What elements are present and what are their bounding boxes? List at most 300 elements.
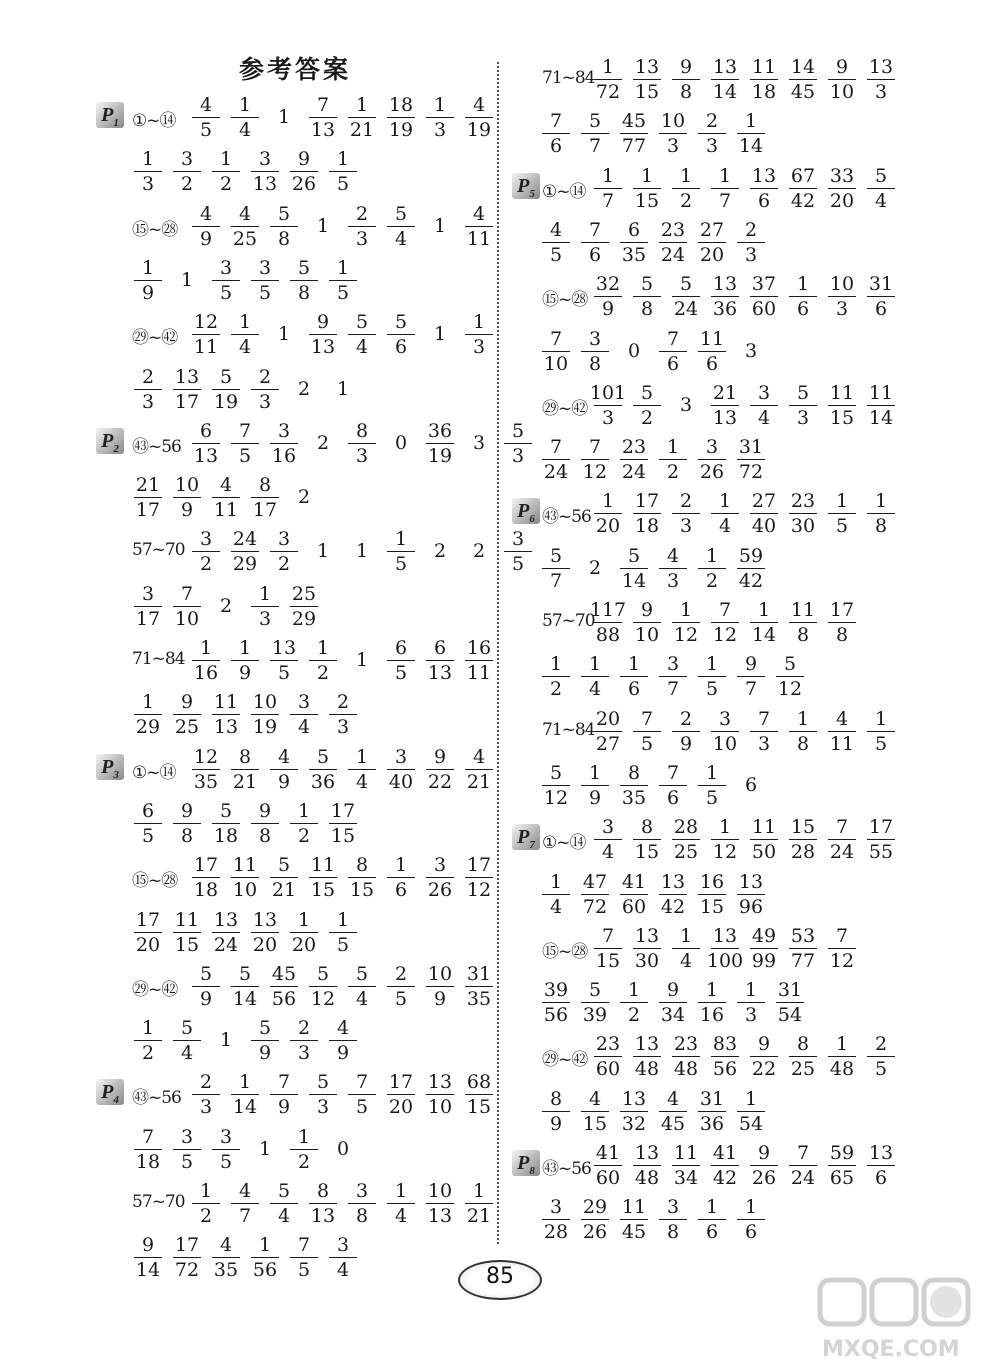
- page-number: 85: [486, 1264, 514, 1289]
- denominator: 10: [712, 732, 738, 755]
- numerator: 1: [718, 164, 732, 187]
- fraction-bar: [750, 79, 778, 80]
- fraction-bar: [737, 242, 765, 243]
- numerator: 1: [835, 490, 849, 513]
- numerator: 7: [796, 1142, 810, 1164]
- numerator: 7: [601, 924, 615, 947]
- answer-value: [625, 925, 669, 972]
- fraction-bar: [620, 133, 648, 134]
- numerator: 1: [316, 637, 330, 659]
- fraction: [690, 436, 734, 483]
- denominator: 26: [427, 879, 453, 902]
- numerator: 7: [666, 327, 680, 350]
- fraction: [573, 762, 617, 809]
- question-range: 71~84: [132, 649, 185, 669]
- numerator: 1: [718, 490, 732, 513]
- numerator: 11: [673, 1142, 699, 1164]
- fraction: [534, 653, 578, 700]
- numerator: 1: [355, 745, 369, 768]
- denominator: 3: [355, 227, 369, 250]
- fraction: [534, 1088, 578, 1135]
- denominator: 3: [796, 406, 810, 429]
- section-label-p7: [512, 824, 540, 850]
- numerator: 5: [277, 854, 291, 877]
- whole-number: 3: [679, 393, 693, 416]
- numerator: 59: [829, 1142, 855, 1164]
- fraction: [768, 653, 812, 700]
- denominator: 5: [199, 119, 213, 141]
- denominator: 14: [135, 1259, 161, 1282]
- fraction-bar: [594, 1165, 622, 1166]
- answer-value: [664, 925, 708, 972]
- fraction: [534, 110, 578, 157]
- denominator: 28: [543, 1221, 569, 1244]
- denominator: 3: [744, 1004, 758, 1027]
- fraction-bar: [789, 513, 817, 514]
- denominator: 12: [712, 624, 738, 646]
- denominator: 15: [634, 81, 660, 103]
- answer-value: [820, 816, 864, 863]
- answer-value: [612, 219, 656, 266]
- denominator: 3: [433, 119, 447, 141]
- numerator: 2: [874, 1033, 888, 1056]
- numerator: 13: [868, 1142, 894, 1164]
- whole-number: 2: [433, 540, 447, 563]
- fraction-bar: [698, 133, 726, 134]
- answer-value: [534, 979, 578, 1026]
- numerator: 5: [796, 381, 810, 404]
- fraction: [859, 708, 903, 755]
- denominator: 7: [718, 189, 732, 212]
- numerator: 23: [595, 1033, 621, 1056]
- numerator: 7: [835, 816, 849, 839]
- fraction-bar: [659, 785, 687, 786]
- answer-value: [534, 545, 578, 592]
- numerator: 3: [355, 1180, 369, 1202]
- answer-value: [625, 165, 669, 212]
- numerator: 9: [666, 979, 680, 1002]
- fraction-bar: [659, 1219, 687, 1220]
- fraction: [703, 925, 747, 972]
- numerator: 5: [316, 962, 330, 985]
- section-letter: P: [101, 755, 114, 778]
- answer-value: [729, 219, 773, 266]
- fraction: [742, 273, 786, 320]
- denominator: 60: [621, 895, 647, 918]
- denominator: 45: [660, 1112, 686, 1135]
- fraction-bar: [542, 351, 570, 352]
- denominator: 8: [258, 824, 272, 847]
- fraction-bar: [620, 459, 648, 460]
- denominator: 2: [627, 1004, 641, 1027]
- numerator: 5: [549, 544, 563, 567]
- fraction-bar: [776, 676, 804, 677]
- denominator: 8: [874, 515, 888, 538]
- numerator: 45: [621, 110, 647, 133]
- fraction-bar: [659, 459, 687, 460]
- answer-value: [534, 110, 578, 157]
- numerator: 5: [511, 419, 525, 442]
- denominator: 25: [174, 716, 200, 739]
- numerator: 2: [705, 110, 719, 133]
- answer-value: [703, 165, 747, 212]
- fraction-bar: [711, 731, 739, 732]
- answer-value: [820, 382, 864, 429]
- denominator: 3: [744, 243, 758, 266]
- numerator: 1: [141, 256, 155, 279]
- whole-number: 1: [219, 1029, 233, 1052]
- fraction: [651, 1088, 695, 1135]
- fraction: [534, 219, 578, 266]
- denominator: 20: [135, 933, 161, 956]
- fraction: [534, 762, 578, 809]
- numerator: 7: [640, 707, 654, 730]
- numerator: 3: [277, 528, 291, 551]
- denominator: 15: [595, 949, 621, 972]
- fraction-bar: [737, 1002, 765, 1003]
- fraction: [820, 1142, 864, 1189]
- fraction: [625, 925, 669, 972]
- fraction-bar: [672, 839, 700, 840]
- denominator: 28: [790, 841, 816, 864]
- answer-value: [729, 653, 773, 700]
- numerator: 68: [466, 1071, 492, 1094]
- denominator: 14: [738, 135, 764, 158]
- fraction-bar: [698, 351, 726, 352]
- fraction: [612, 762, 656, 809]
- denominator: 5: [394, 662, 408, 684]
- fraction: [742, 490, 786, 537]
- numerator: 29: [582, 1196, 608, 1219]
- fraction: [781, 1142, 825, 1189]
- fraction-bar: [750, 188, 778, 189]
- numerator: 9: [757, 1033, 771, 1056]
- fraction-bar: [542, 459, 570, 460]
- denominator: 3: [874, 81, 888, 103]
- denominator: 12: [673, 624, 699, 646]
- answer-value: [742, 599, 786, 646]
- numerator: 23: [790, 490, 816, 513]
- answer-value: [703, 56, 747, 103]
- answer-value: [586, 56, 630, 103]
- fraction: [651, 219, 695, 266]
- answer-value: [781, 599, 825, 646]
- numerator: 2: [336, 691, 350, 714]
- numerator: 8: [316, 1180, 330, 1202]
- fraction-bar: [737, 1111, 765, 1112]
- numerator: 18: [388, 94, 414, 116]
- fraction-bar: [750, 405, 778, 406]
- fraction: [859, 816, 903, 863]
- answer-row: [0, 1033, 1000, 1087]
- fraction-bar: [581, 894, 609, 895]
- answer-row: [0, 273, 1000, 327]
- denominator: 13: [427, 662, 453, 684]
- fraction: [742, 708, 786, 755]
- numerator: 21: [712, 381, 738, 404]
- denominator: 8: [355, 1205, 369, 1227]
- fraction-bar: [633, 296, 661, 297]
- numerator: 13: [174, 365, 200, 388]
- answer-row: [0, 1088, 1000, 1142]
- fraction-bar: [789, 839, 817, 840]
- denominator: 16: [193, 662, 219, 684]
- numerator: 3: [199, 528, 213, 551]
- numerator: 5: [277, 1180, 291, 1202]
- fraction: [781, 925, 825, 972]
- denominator: 15: [349, 879, 375, 902]
- denominator: 9: [336, 1042, 350, 1065]
- numerator: 1: [705, 653, 719, 676]
- numerator: 7: [588, 218, 602, 241]
- answer-row: [0, 653, 1000, 707]
- numerator: 5: [258, 1017, 272, 1040]
- fraction-bar: [828, 1056, 856, 1057]
- numerator: 5: [627, 544, 641, 567]
- numerator: 1: [601, 490, 615, 513]
- answer-value: [573, 328, 617, 375]
- numerator: 5: [355, 962, 369, 985]
- fraction-bar: [633, 1056, 661, 1057]
- fraction-bar: [633, 731, 661, 732]
- fraction: [703, 56, 747, 103]
- fraction-bar: [698, 242, 726, 243]
- numerator: 8: [796, 1033, 810, 1056]
- numerator: 1: [744, 1087, 758, 1110]
- denominator: 17: [174, 390, 200, 413]
- svg-text:MXQE.COM: MXQE.COM: [822, 1337, 960, 1362]
- numerator: 17: [466, 854, 492, 877]
- fraction: [612, 545, 656, 592]
- denominator: 48: [634, 1058, 660, 1081]
- whole-number: 2: [219, 594, 233, 617]
- denominator: 5: [549, 243, 563, 266]
- denominator: 14: [868, 406, 894, 429]
- numerator: 1: [238, 311, 252, 334]
- denominator: 7: [601, 189, 615, 212]
- denominator: 6: [394, 879, 408, 902]
- denominator: 24: [621, 461, 647, 484]
- denominator: 13: [310, 1205, 336, 1227]
- denominator: 19: [388, 119, 414, 141]
- answer-value: [612, 871, 656, 918]
- answer-value: [742, 925, 786, 972]
- denominator: 39: [582, 1004, 608, 1027]
- denominator: 9: [199, 987, 213, 1010]
- fraction-bar: [581, 676, 609, 677]
- fraction-bar: [698, 459, 726, 460]
- fraction: [612, 219, 656, 266]
- fraction: [781, 273, 825, 320]
- numerator: 1: [199, 1180, 213, 1202]
- fraction-bar: [659, 568, 687, 569]
- fraction-bar: [672, 296, 700, 297]
- denominator: 8: [666, 1221, 680, 1244]
- answer-value: [781, 816, 825, 863]
- fraction-bar: [750, 513, 778, 514]
- numerator: 3: [180, 148, 194, 171]
- question-range: ㉙~㊷: [132, 979, 178, 1000]
- denominator: 18: [751, 81, 777, 103]
- fraction: [625, 816, 669, 863]
- section-number: 3: [113, 768, 119, 781]
- fraction-bar: [620, 568, 648, 569]
- answer-value: [651, 871, 695, 918]
- fraction-bar: [672, 948, 700, 949]
- fraction: [534, 1196, 578, 1243]
- numerator: 1: [238, 94, 252, 116]
- numerator: 8: [258, 474, 272, 497]
- numerator: 7: [666, 761, 680, 784]
- denominator: 19: [466, 119, 492, 141]
- fraction: [729, 653, 773, 700]
- denominator: 26: [291, 173, 317, 196]
- denominator: 18: [213, 824, 239, 847]
- denominator: 26: [582, 1221, 608, 1244]
- denominator: 21: [466, 770, 492, 793]
- fraction-bar: [789, 405, 817, 406]
- denominator: 16: [699, 1004, 725, 1027]
- denominator: 4: [238, 336, 252, 359]
- numerator: 37: [751, 273, 777, 296]
- answer-value: [612, 979, 656, 1026]
- fraction: [703, 273, 747, 320]
- numerator: 3: [757, 381, 771, 404]
- fraction-bar: [542, 133, 570, 134]
- answer-value: [742, 708, 786, 755]
- numerator: 13: [712, 924, 738, 947]
- numerator: 1: [141, 1017, 155, 1040]
- fraction-bar: [581, 459, 609, 460]
- numerator: 1: [796, 273, 810, 296]
- fraction: [820, 708, 864, 755]
- fraction: [573, 219, 617, 266]
- numerator: 9: [679, 56, 693, 78]
- denominator: 5: [141, 824, 155, 847]
- fraction-bar: [711, 1165, 739, 1166]
- numerator: 1: [627, 979, 641, 1002]
- denominator: 19: [427, 444, 453, 467]
- numerator: 1: [705, 1196, 719, 1219]
- question-range: ㊸~56: [542, 507, 591, 528]
- denominator: 25: [673, 841, 699, 864]
- denominator: 9: [141, 281, 155, 304]
- fraction-bar: [659, 676, 687, 677]
- fraction-bar: [698, 676, 726, 677]
- fraction-bar: [594, 731, 622, 732]
- answer-value: [859, 273, 903, 320]
- denominator: 5: [511, 553, 525, 576]
- fraction: [729, 979, 773, 1026]
- denominator: 15: [174, 933, 200, 956]
- denominator: 20: [595, 515, 621, 538]
- denominator: 4: [394, 227, 408, 250]
- answer-value: [690, 762, 734, 809]
- denominator: 20: [388, 1096, 414, 1119]
- numerator: 8: [355, 419, 369, 442]
- answer-row: [0, 1196, 1000, 1250]
- answer-value: [781, 1142, 825, 1189]
- numerator: 5: [316, 745, 330, 768]
- denominator: 19: [252, 716, 278, 739]
- numerator: 7: [316, 94, 330, 116]
- numerator: 1: [549, 870, 563, 893]
- whole-number: 0: [336, 1137, 350, 1160]
- section-label-p5: [512, 173, 540, 199]
- fraction-bar: [594, 188, 622, 189]
- answer-value: [612, 110, 656, 157]
- denominator: 2: [640, 406, 654, 429]
- numerator: 13: [660, 870, 686, 893]
- numerator: 4: [472, 745, 486, 768]
- fraction-bar: [867, 1165, 895, 1166]
- numerator: 9: [835, 56, 849, 78]
- numerator: 1: [336, 908, 350, 931]
- numerator: 5: [238, 962, 252, 985]
- fraction-bar: [581, 351, 609, 352]
- numerator: 17: [193, 854, 219, 877]
- numerator: 11: [751, 56, 777, 78]
- numerator: 3: [666, 653, 680, 676]
- denominator: 26: [699, 461, 725, 484]
- denominator: 12: [543, 786, 569, 809]
- fraction-bar: [251, 1257, 279, 1258]
- denominator: 5: [297, 1259, 311, 1282]
- question-range: ①~⑭: [132, 762, 176, 783]
- numerator: 5: [219, 799, 233, 822]
- fraction: [625, 599, 669, 646]
- fraction: [820, 816, 864, 863]
- fraction-bar: [542, 785, 570, 786]
- denominator: 6: [796, 298, 810, 321]
- fraction: [586, 925, 630, 972]
- answer-value: [651, 653, 695, 700]
- denominator: 5: [336, 281, 350, 304]
- numerator: 53: [790, 924, 816, 947]
- section-number: 6: [529, 513, 535, 526]
- numerator: 1: [588, 653, 602, 676]
- fraction: [625, 382, 669, 429]
- numerator: 5: [277, 202, 291, 225]
- denominator: 36: [712, 298, 738, 321]
- answer-value: [612, 545, 656, 592]
- numerator: 17: [330, 799, 356, 822]
- section-label-p6: [512, 498, 540, 524]
- page-title: 参考答案: [238, 55, 351, 84]
- fraction-bar: [633, 79, 661, 80]
- fraction-bar: [789, 1165, 817, 1166]
- denominator: 11: [213, 499, 239, 522]
- fraction: [781, 816, 825, 863]
- fraction: [534, 979, 578, 1026]
- fraction-bar: [594, 513, 622, 514]
- denominator: 13: [310, 119, 336, 141]
- denominator: 96: [738, 895, 764, 918]
- fraction: [664, 56, 708, 103]
- numerator: 83: [712, 1033, 738, 1056]
- whole-number: 1: [336, 377, 350, 400]
- numerator: 5: [219, 365, 233, 388]
- denominator: 2: [277, 553, 291, 576]
- numerator: 13: [634, 1033, 660, 1056]
- fraction-bar: [789, 296, 817, 297]
- fraction: [651, 871, 695, 918]
- answer-value: [586, 273, 630, 320]
- answer-value: [742, 56, 786, 103]
- fraction-bar: [581, 1111, 609, 1112]
- whole-number: 1: [277, 106, 291, 128]
- answer-value: [703, 925, 747, 972]
